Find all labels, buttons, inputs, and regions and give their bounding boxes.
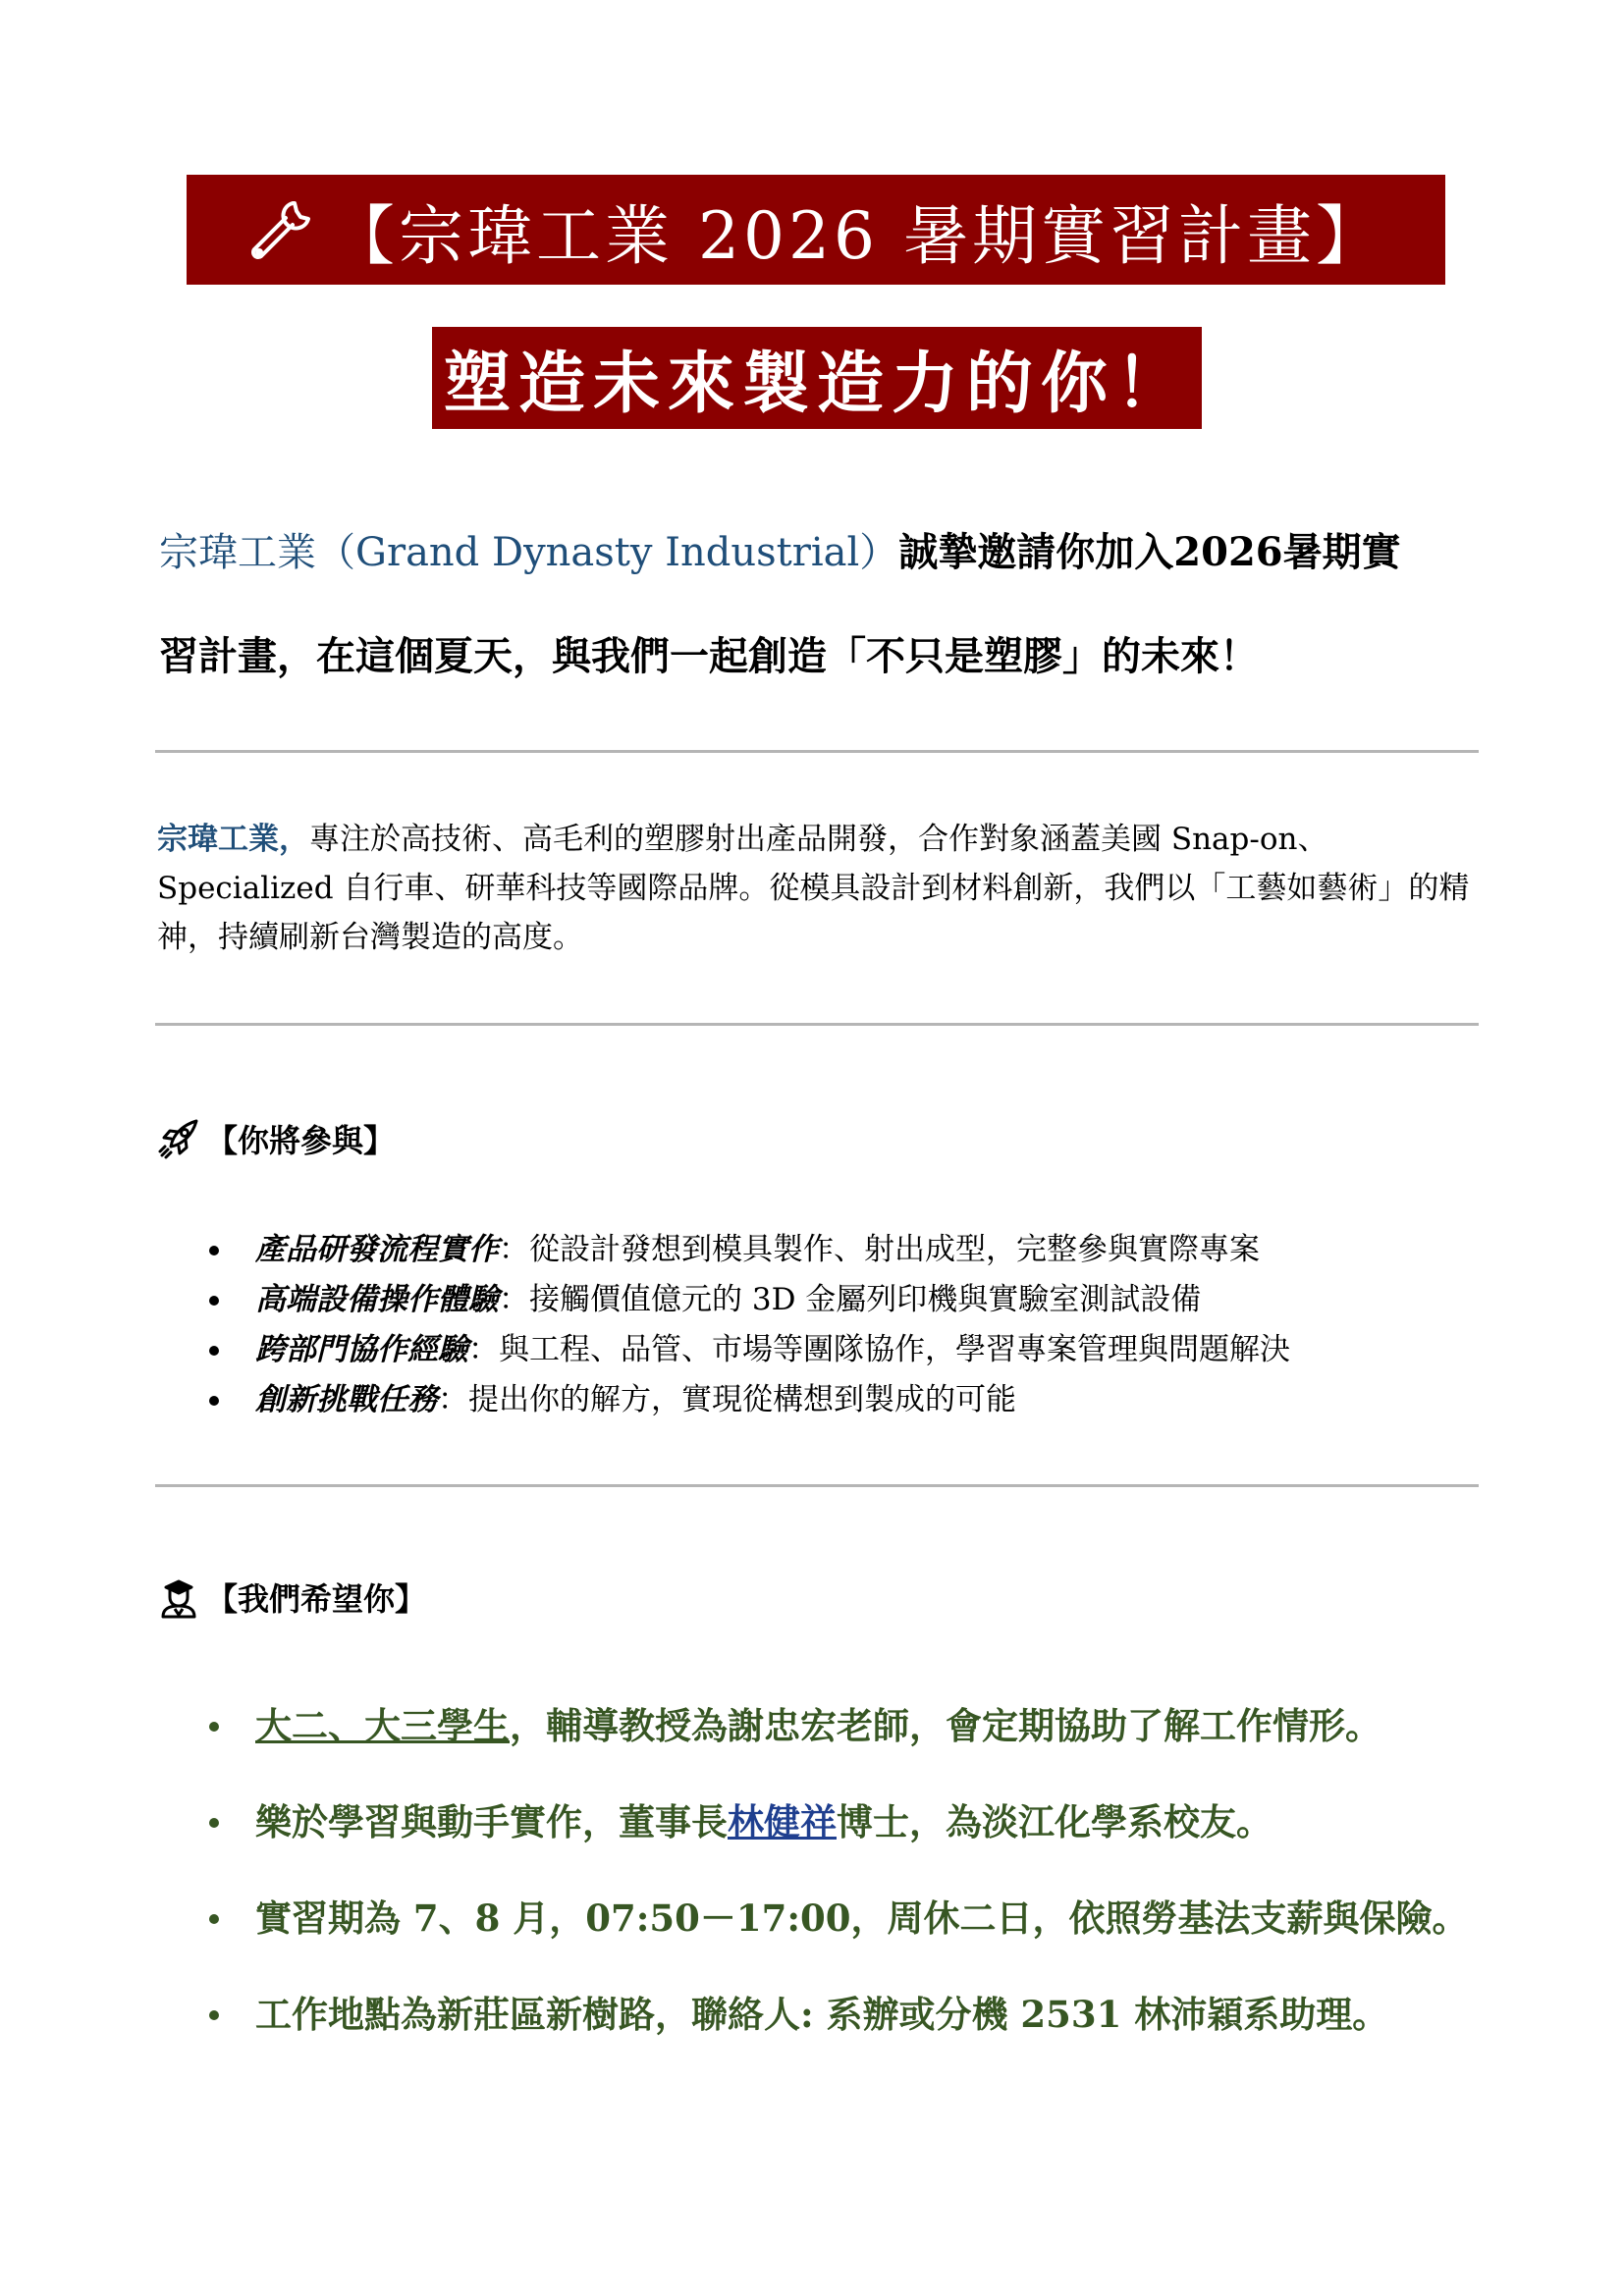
section-heading-text: 【我們希望你】: [206, 1580, 427, 1618]
list-item: 工作地點為新莊區新樹路，聯絡人: 系辦或分機 2531 林沛穎系助理。: [201, 1989, 1469, 2085]
list-item: 高端設備操作體驗：接觸價值億元的 3D 金屬列印機與實驗室測試設備: [201, 1275, 1290, 1325]
divider: [155, 1484, 1479, 1487]
wrench-icon: [247, 195, 316, 264]
rocket-icon: [157, 1117, 200, 1160]
intro-line2: 習計畫，在這個夏天，與我們一起創造「不只是塑膠」的未來！: [159, 633, 1259, 679]
requirement-list: [201, 1700, 1469, 2085]
about-text: 專注於高技術、高毛利的塑膠射出產品開發，合作對象涵蓋美國 Snap-on、Specialized 自行車、研華科技等國際品牌。從模具設計到材料創新，我們以「工藝如藝術」的精神，持續刷新台灣製造的高度。: [157, 822, 1470, 955]
list-item: 樂於學習與動手實作，董事長林健祥博士，為淡江化學系校友。: [201, 1796, 1469, 1893]
section-hope-heading: [157, 1575, 426, 1620]
company-name: 宗瑋工業（Grand Dynasty Industrial）: [159, 530, 899, 575]
intro-paragraph: [159, 501, 1485, 708]
page-subtitle: 塑造未來製造力的你！: [443, 344, 1190, 423]
list-item: 大二、大三學生，輔導教授為謝忠宏老師，會定期協助了解工作情形。: [201, 1700, 1469, 1796]
section-heading-text: 【你將參與】: [206, 1122, 396, 1159]
title-banner: [187, 175, 1445, 285]
list-item: 產品研發流程實作：從設計發想到模具製作、射出成型，完整參與實際專案: [201, 1225, 1290, 1275]
list-item: 跨部門協作經驗：與工程、品管、市場等團隊協作，學習專案管理與問題解決: [201, 1325, 1290, 1375]
section-participate-heading: [157, 1116, 395, 1161]
divider: [155, 750, 1479, 753]
participate-list: [201, 1225, 1290, 1425]
about-brand: 宗瑋工業，: [157, 822, 309, 857]
divider: [155, 1023, 1479, 1026]
intro-line1: 誠摯邀請你加入2026暑期實: [898, 529, 1401, 575]
list-item: 創新挑戰任務：提出你的解方，實現從構想到製成的可能: [201, 1375, 1290, 1425]
about-paragraph: [157, 815, 1483, 962]
page-title: 【宗瑋工業 2026 暑期實習計畫】: [330, 197, 1384, 274]
graduate-icon: [157, 1575, 200, 1619]
chairman-name: 林健祥: [728, 1800, 837, 1843]
subtitle-banner: [432, 327, 1202, 429]
list-item: 實習期為 7、8 月，07:50－17:00，周休二日，依照勞基法支薪與保險。: [201, 1893, 1469, 1989]
